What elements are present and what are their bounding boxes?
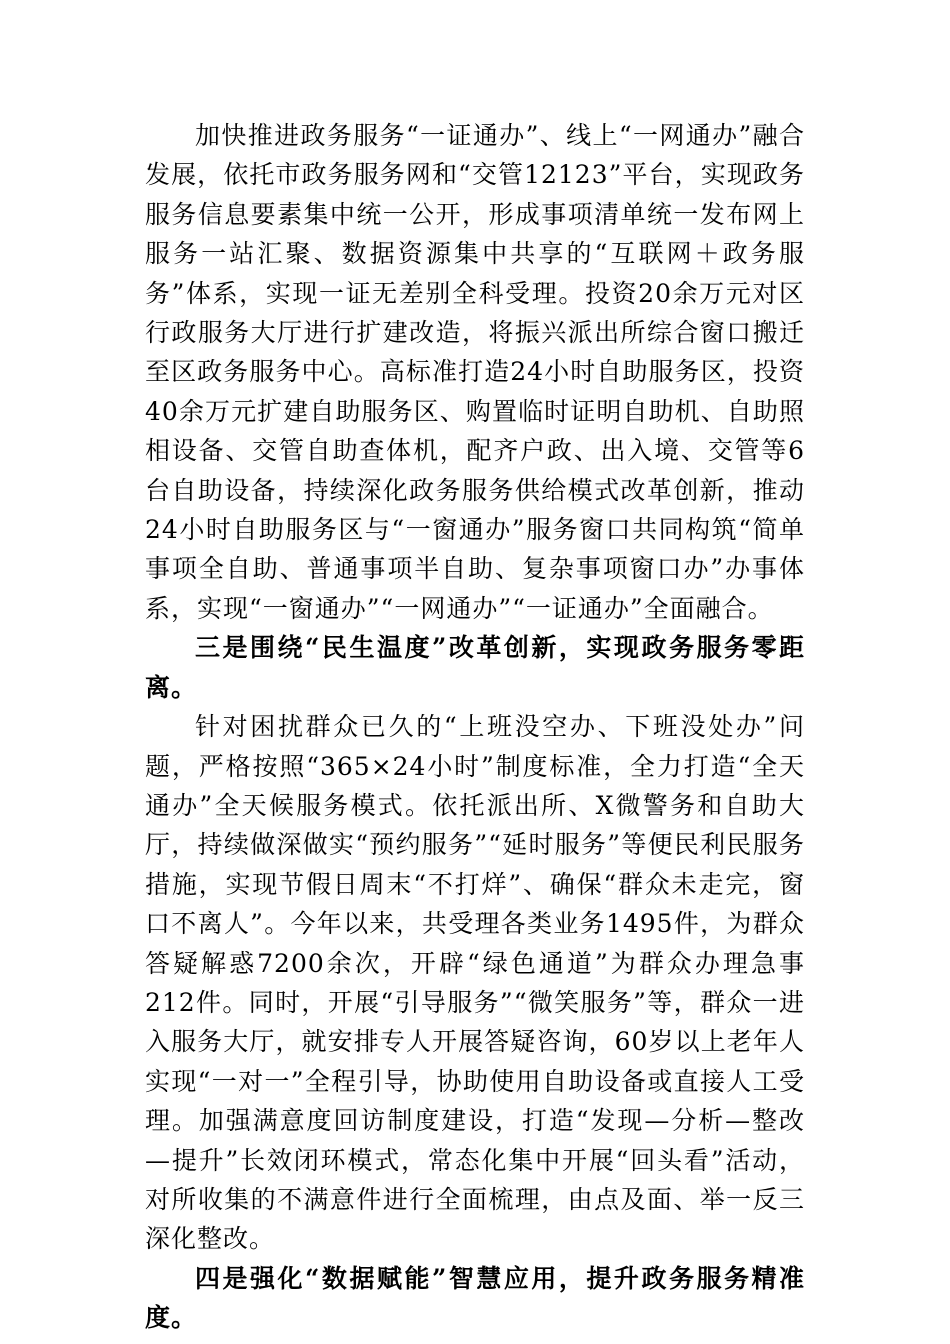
document-page [145, 116, 805, 1338]
body-paragraph: 加快推进政务服务“一证通办”、线上“一网通办”融合发展，依托市政务服务网和“交管12123”平台，实现政务服务信息要素集中统一公开，形成事项清单统一发布网上服务一站汇聚、数据资源集中共享的“互联网＋政务服务”体系，实现一证无差别全科受理。投资20余万元对区行政服务大厅进行扩建改造，将振兴派出所综合窗口搬迁至区政务服务中心。高标准打造24小时自助服务区，投资40余万元扩建自助服务区、购置临时证明自助机、自助照相设备、交管自助查体机，配齐户政、出入境、交管等6台自助设备，持续深化政务服务供给模式改革创新，推动24小时自助服务区与“一窗通办”服务窗口共同构筑“简单事项全自助、普通事项半自助、复杂事项窗口办”办事体系，实现“一窗通办”“一网通办”“一证通办”全面融合。 [145, 121, 805, 623]
body-paragraph: 针对困扰群众已久的“上班没空办、下班没处办”问题，严格按照“365×24小时”制度标准，全力打造“全天通办”全天候服务模式。依托派出所、X微警务和自助大厅，持续做深做实“预约服务”“延时服务”等便民利民服务措施，实现节假日周末“不打烊”、确保“群众未走完，窗口不离人”。今年以来，共受理各类业务1495件，为群众答疑解惑7200余次，开辟“绿色通道”为群众办理急事212件。同时，开展“引导服务”“微笑服务”等，群众一进入服务大厅，就安排专人开展答疑咨询，60岁以上老年人实现“一对一”全程引导，协助使用自助设备或直接人工受理。加强满意度回访制度建设，打造“发现—分析—整改—提升”长效闭环模式，常态化集中开展“回头看”活动，对所收集的不满意件进行全面梳理，由点及面、举一反三深化整改。 [145, 712, 805, 1254]
section-heading: 四是强化“数据赋能”智慧应用，提升政务服务精准度。 [145, 1263, 805, 1333]
section-heading: 三是围绕“民生温度”改革创新，实现政务服务零距离。 [145, 633, 805, 702]
